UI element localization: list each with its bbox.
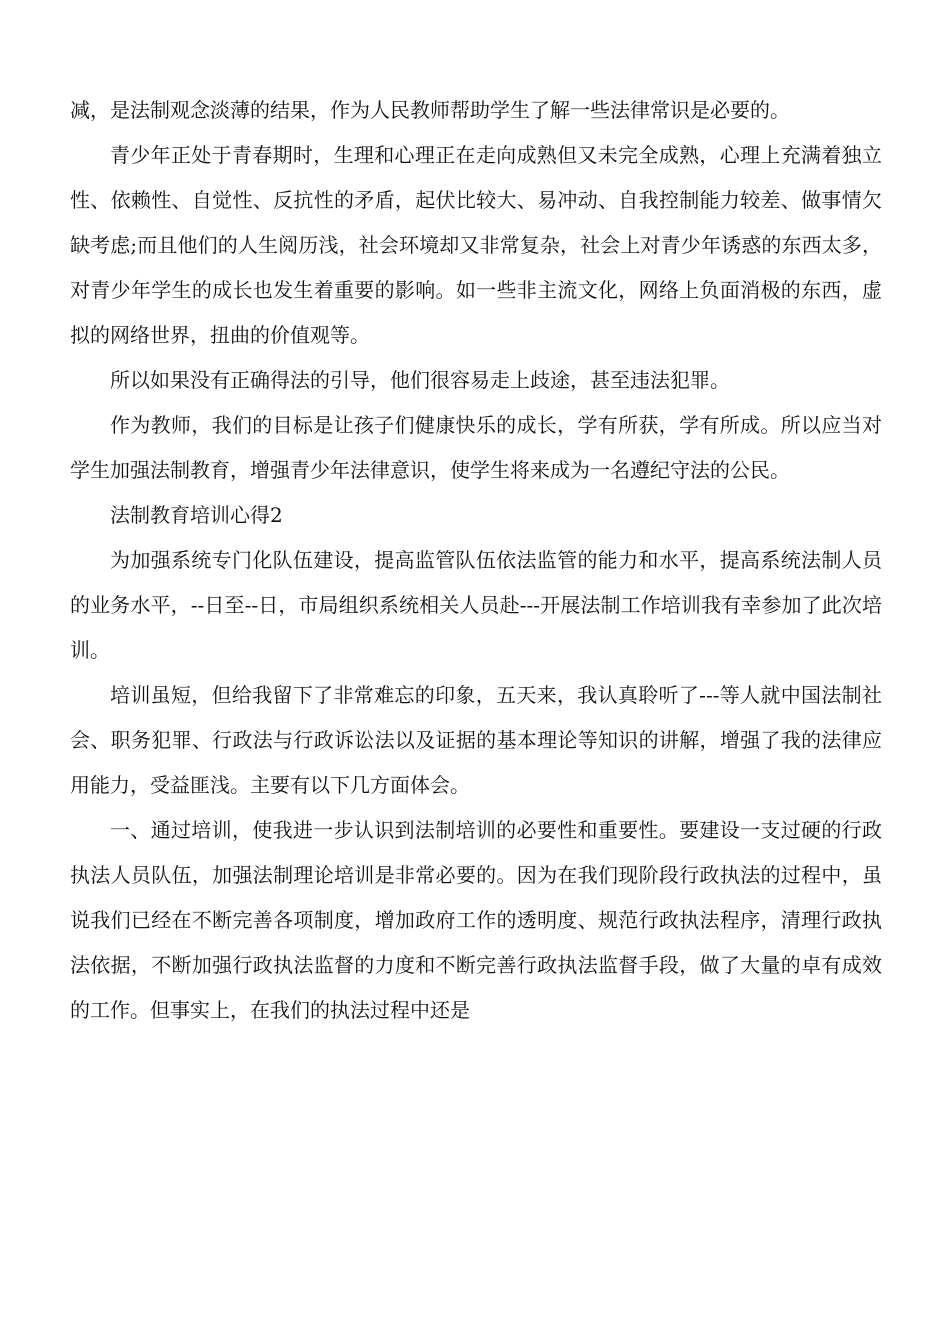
paragraph-continuation: 减，是法制观念淡薄的结果，作为人民教师帮助学生了解一些法律常识是必要的。 [70,98,790,122]
section-heading-2: 法制教育培训心得2 [110,503,283,527]
paragraph-point-one: 一、通过培训，使我进一步认识到法制培训的必要性和重要性。要建设一支过硬的行政执法人员队伍，加强法制理论培训是非常必要的。因为在我们现阶段行政执法的过程中，虽说我们已经在不断完善各项制度，增加政府工作的透明度、规范行政执法程序，清理行政执法依据，不断加强行政执法监督的力度和不断完善行政执法监督手段，做了大量的卓有成效的工作。但事实上，在我们的执法过程中还是 [70,818,882,1022]
document-page [70,88,882,1033]
paragraph-training-content: 培训虽短，但给我留下了非常难忘的印象，五天来，我认真聆听了---等人就中国法制社会、职务犯罪、行政法与行政诉讼法以及证据的基本理论等知识的讲解，增强了我的法律应用能力，受益匪浅。主要有以下几方面体会。 [70,683,882,797]
paragraph-guidance: 所以如果没有正确得法的引导，他们很容易走上歧途，甚至违法犯罪。 [110,368,730,392]
paragraph-training-intro: 为加强系统专门化队伍建设，提高监管队伍依法监管的能力和水平，提高系统法制人员的业务水平，--日至--日，市局组织系统相关人员赴---开展法制工作培训我有幸参加了此次培训。 [70,548,882,662]
paragraph-teacher-goal: 作为教师，我们的目标是让孩子们健康快乐的成长，学有所获，学有所成。所以应当对学生加强法制教育，增强青少年法律意识，使学生将来成为一名遵纪守法的公民。 [70,413,882,482]
paragraph-youth-psychology: 青少年正处于青春期时，生理和心理正在走向成熟但又未完全成熟，心理上充满着独立性、依赖性、自觉性、反抗性的矛盾，起伏比较大、易冲动、自我控制能力较差、做事情欠缺考虑;而且他们的人生阅历浅，社会环境却又非常复杂，社会上对青少年诱惑的东西太多，对青少年学生的成长也发生着重要的影响。如一些非主流文化，网络上负面消极的东西，虚拟的网络世界，扭曲的价值观等。 [70,143,882,347]
